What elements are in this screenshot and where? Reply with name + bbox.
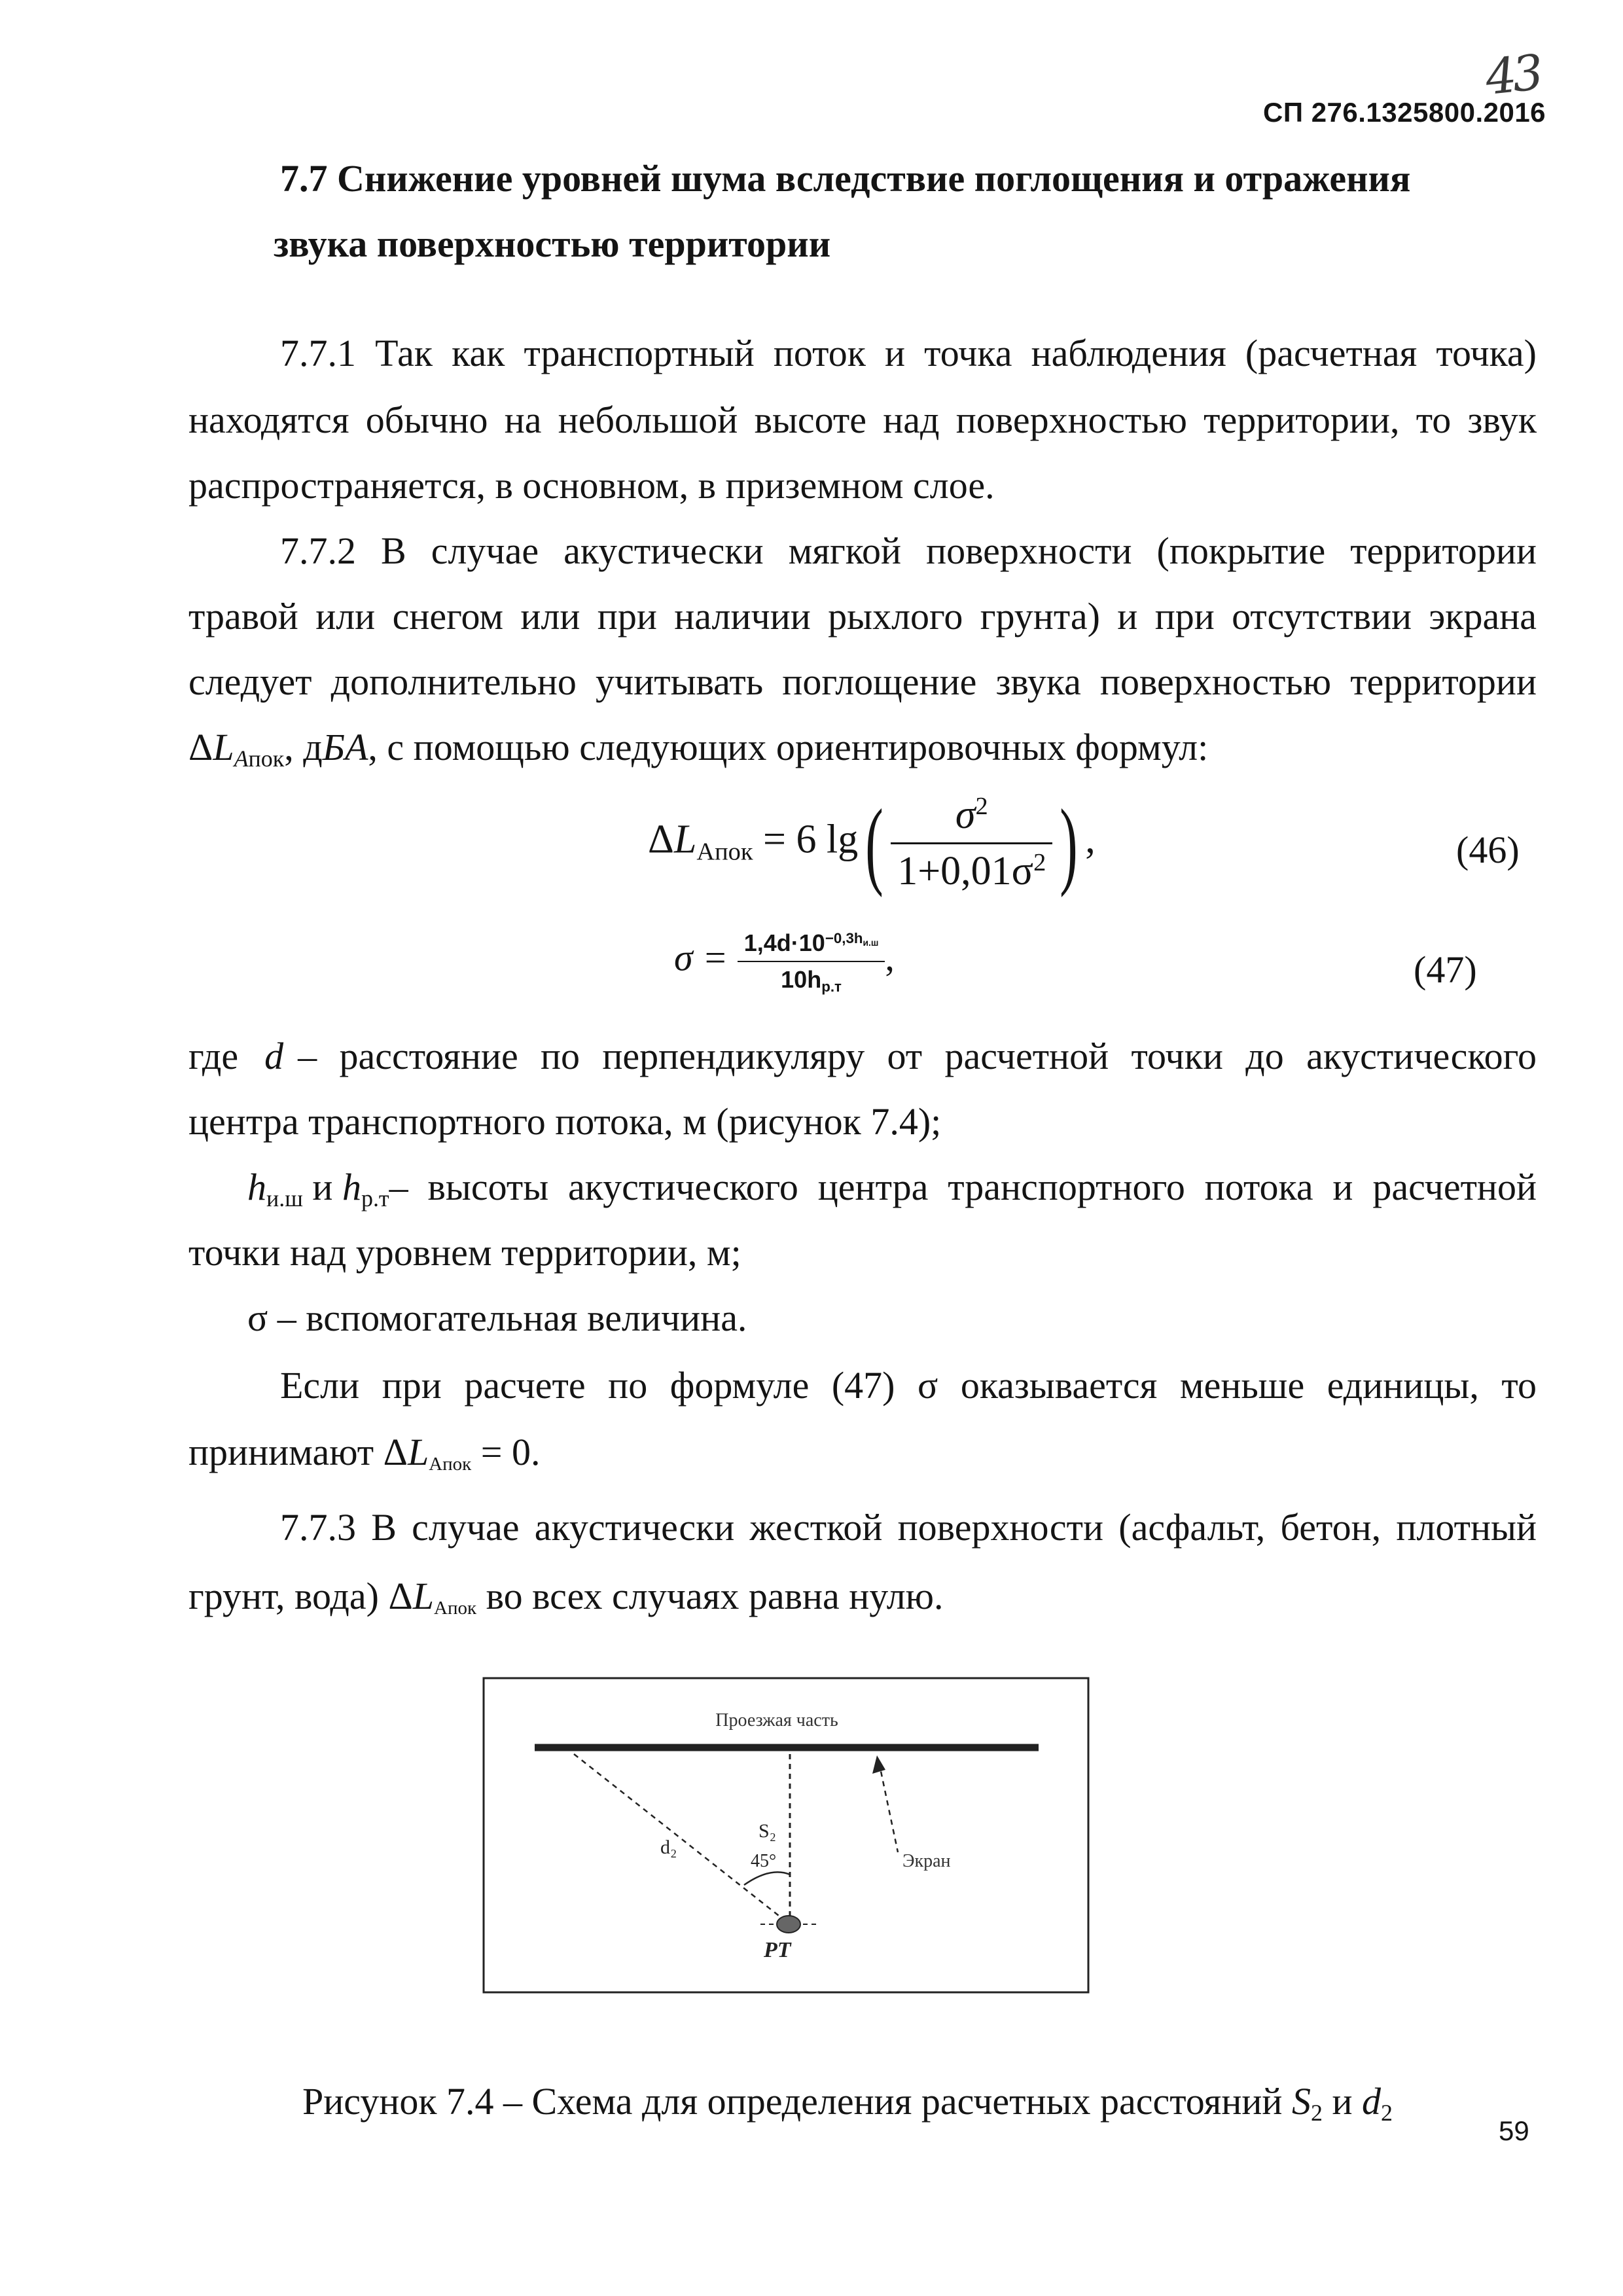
- p-if-line1: Если при расчете по формуле (47) σ оказывается меньше единицы, то: [280, 1364, 1537, 1407]
- and-word: и: [302, 1166, 342, 1208]
- def-d-line2: центра транспортного потока, м (рисунок 7.4);: [188, 1100, 942, 1143]
- caption-and: и: [1322, 2080, 1362, 2123]
- figure-diagram: [482, 1677, 1090, 1994]
- def-d-line1: [188, 1037, 1537, 1075]
- numerator-main: 1,4d·10: [743, 929, 825, 956]
- denominator-main: 10h: [781, 966, 822, 993]
- p772-line1: 7.7.2 В случае акустически мягкой поверхности (покрытие территории: [280, 529, 1537, 572]
- comma: ,: [885, 936, 895, 979]
- p773-suffix: во всех случаях равна нулю.: [476, 1575, 944, 1617]
- L-symbol: L: [213, 726, 234, 768]
- def-h-rest: – высоты акустического центра транспортного потока и расчетной: [389, 1166, 1537, 1208]
- L-symbol: L: [407, 1431, 429, 1473]
- subscript-pok: пок: [248, 745, 285, 772]
- sigma-equals: σ =: [674, 936, 738, 979]
- fraction-46: [891, 792, 1052, 895]
- unit-prefix: , д: [284, 726, 323, 768]
- subscript-Apok: Aпок: [429, 1454, 472, 1475]
- p-if-prefix: принимают: [188, 1431, 383, 1473]
- p-if-suffix: = 0.: [471, 1431, 541, 1473]
- p771-line1: 7.7.1 Так как транспортный поток и точка наблюдения (расчетная точка): [280, 332, 1537, 374]
- subscript-A: A: [234, 745, 249, 772]
- formula-47: [674, 929, 895, 994]
- delta-symbol: Δ: [648, 817, 674, 862]
- caption-d-sub: 2: [1381, 2100, 1393, 2126]
- open-paren: (: [865, 789, 883, 898]
- p773-line1: 7.7.3 В случае акустически жесткой поверхности (асфальт, бетон, плотный: [280, 1506, 1537, 1549]
- numerator-exponent-sub: и.ш: [863, 937, 879, 948]
- p773-line2: [188, 1575, 944, 1619]
- d-symbol: d: [264, 1035, 284, 1077]
- L-symbol: L: [673, 817, 697, 862]
- p772-line3: следует дополнительно учитывать поглощение звука поверхностью территории: [188, 660, 1537, 703]
- def-h-line1: [247, 1166, 1537, 1212]
- unit-A: A: [344, 726, 368, 768]
- section-heading-line1: 7.7 Снижение уровней шума вследствие поглощения и отражения: [280, 157, 1411, 200]
- delta-symbol: Δ: [383, 1431, 408, 1473]
- def-prefix: где: [188, 1035, 239, 1077]
- numerator-exponent: −0,3h: [825, 929, 863, 946]
- document-code: СП 276.1325800.2016: [1263, 97, 1546, 128]
- exponent: 2: [975, 792, 988, 820]
- h-sub-rt: р.т: [361, 1185, 389, 1212]
- p772-line2: травой или снегом или при наличии рыхлого грунта) и при отсутствии экрана: [188, 595, 1537, 637]
- delta-symbol: Δ: [388, 1575, 413, 1617]
- section-heading-line2: звука поверхностью территории: [274, 223, 831, 265]
- pt-label: PT: [764, 1938, 791, 1962]
- angle-label: 45°: [751, 1851, 777, 1871]
- L-symbol: L: [412, 1575, 435, 1617]
- h-symbol: h: [342, 1166, 361, 1208]
- comma: ,: [1085, 817, 1096, 862]
- equation-number-47: (47): [1414, 948, 1477, 991]
- exponent: 2: [1033, 848, 1046, 876]
- calculation-point-marker: [777, 1916, 800, 1933]
- road-label: Проезжая часть: [715, 1710, 838, 1731]
- h-sub-ish: и.ш: [266, 1185, 303, 1212]
- p772-line4-rest: , с помощью следующих ориентировочных формул:: [368, 726, 1209, 768]
- sigma-symbol: σ: [955, 793, 976, 837]
- close-paren: ): [1060, 789, 1079, 898]
- handwritten-page-number: 43: [1482, 44, 1543, 107]
- unit-B: Б: [322, 726, 345, 768]
- page-number: 59: [1499, 2115, 1529, 2146]
- caption-S: S: [1291, 2080, 1311, 2123]
- screen-label: Экран: [902, 1851, 951, 1871]
- fraction-47: [738, 929, 885, 994]
- figure-7-4: [482, 1677, 1090, 1994]
- p771-line3: распространяется, в основном, в приземном слое.: [188, 464, 995, 507]
- def-h-line2: точки над уровнем территории, м;: [188, 1231, 741, 1274]
- h-symbol: h: [247, 1166, 266, 1208]
- p-if-line2: [188, 1431, 541, 1475]
- p772-line4: [188, 726, 1209, 772]
- denominator-text: 1+0,01σ: [897, 849, 1034, 893]
- formula-46: [648, 789, 1096, 898]
- delta-symbol: Δ: [188, 726, 213, 768]
- caption-S-sub: 2: [1310, 2100, 1323, 2126]
- d2-label: d₂: [660, 1837, 677, 1858]
- subscript-Apok: Aпок: [696, 838, 753, 866]
- p771-line2: находятся обычно на небольшой высоте над поверхностью территории, то звук: [188, 399, 1537, 441]
- caption-prefix: Рисунок 7.4 – Схема для определения расчетных расстояний: [302, 2080, 1292, 2123]
- p773-prefix: грунт, вода): [188, 1575, 389, 1617]
- equals-coef: = 6 lg: [753, 817, 859, 862]
- caption-d: d: [1362, 2080, 1381, 2123]
- s2-label: S₂: [758, 1820, 777, 1842]
- figure-caption: [302, 2079, 1393, 2126]
- denominator-sub: р.т: [821, 978, 842, 996]
- def-sigma-line: σ – вспомогательная величина.: [247, 1297, 747, 1339]
- subscript-Apok: Aпок: [434, 1598, 477, 1619]
- def-d-rest: – расстояние по перпендикуляру от расчетной точки до акустического: [298, 1035, 1537, 1077]
- equation-number-46: (46): [1456, 829, 1520, 871]
